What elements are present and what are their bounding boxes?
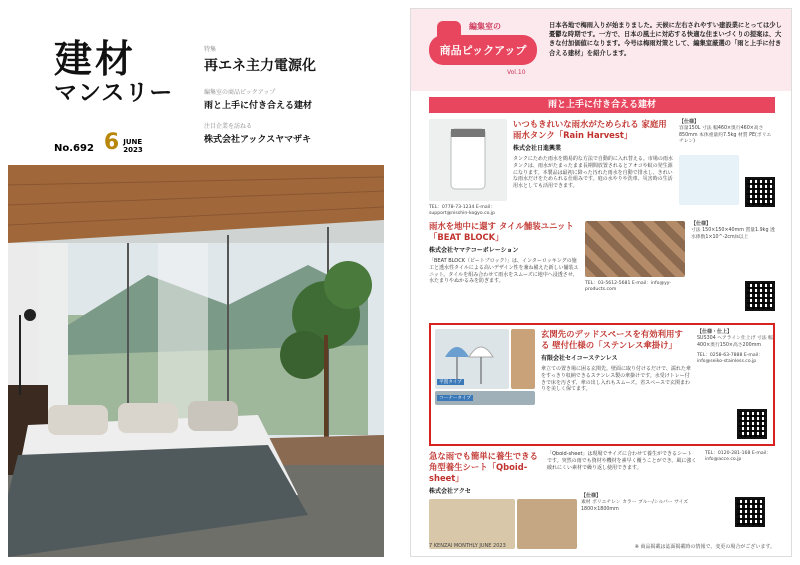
logo-kana: マンスリー xyxy=(54,80,174,106)
beat-block-qr-code[interactable] xyxy=(745,281,775,311)
footer-note: ※ 商品掲載は誌面掲載時の情報で、変更の場合がございます。 xyxy=(634,544,775,550)
badge-main-text: 商品ピックアップ xyxy=(429,35,537,65)
rain-harvest-spec-text: 容量150L 寸法 幅460×奥行460×高さ850mm 本体重量約7.5kg 材質 PE(ポリエチレン) xyxy=(679,126,772,144)
issue-month-en: JUNE xyxy=(123,138,143,146)
product-beat-block xyxy=(429,221,775,319)
umbrella-holder-contact: TEL：0258-63-7888 E-mail：info@seiko-stainless.co.jp xyxy=(697,352,763,364)
page-footer xyxy=(429,543,775,550)
issue-year: 2023 xyxy=(123,146,143,154)
rain-harvest-text xyxy=(513,119,673,190)
umbrella-holder-company: 有限会社セイコーステンレス xyxy=(541,355,618,362)
rain-harvest-title: いつもきれいな雨水がためられる 家庭用雨水タンク「Rain Harvest」 xyxy=(513,119,667,140)
beat-block-contact: TEL：03-5612-5681 E-mail：info@yy-products.com xyxy=(585,281,672,292)
logo-kanji: 建材 xyxy=(54,37,137,81)
beat-block-company: 株式会社ヤマテコーポレーション xyxy=(429,247,519,254)
issue-month: 6 xyxy=(103,130,120,155)
qboid-sheet-spec xyxy=(581,493,701,513)
toc-title-2: 雨と上手に付き合える建材 xyxy=(204,101,313,111)
rain-harvest-qr-code[interactable] xyxy=(745,177,775,207)
beat-block-title: 雨水を地中に還す タイル舗装ユニット「BEAT BLOCK」 xyxy=(429,221,574,242)
rain-harvest-company: 株式会社日進興業 xyxy=(513,145,562,152)
rain-harvest-contact: TEL：0778-73-1234 E-mail：support@nisshin-kogyo.co.jp xyxy=(429,205,496,216)
qboid-sheet-qr-code[interactable] xyxy=(735,497,765,527)
qboid-sheet-contact: TEL：0120-281-168 E-mail：info@acce.co.jp xyxy=(705,451,771,462)
umbrella-holder-spec xyxy=(697,329,773,365)
umbrella-holder-title: 玄関先のデッドスペースを有効利用する 壁付仕様の「ステンレス傘掛け」 xyxy=(541,329,683,350)
umbrella-holder-qr-code[interactable] xyxy=(737,409,767,439)
toc-label-2: 編集室の商品ピックアップ xyxy=(204,89,276,96)
qboid-sheet-heading xyxy=(429,451,541,495)
cover-toc xyxy=(204,44,379,155)
page-header xyxy=(411,9,792,91)
umbrella-holder-photo-2 xyxy=(511,329,535,389)
rain-harvest-body: タンクにためた雨水を簡易的な方法で自動的に入れ替える。市場の雨水タンクは、雨水がたまったまま長期間放置されるとアオコや蚊の発生源になります。本製品は最初に降った汚れた雨水を自動で排水し、きれいな雨水だけをためられる仕組みです。庭の水やりや洗車、災害時の生活用水としても活用できます。 xyxy=(513,156,673,190)
bedroom-illustration xyxy=(8,165,384,557)
beat-block-photo xyxy=(585,221,685,277)
qboid-sheet-company: 株式会社アクセ xyxy=(429,488,471,495)
umbrella-holder-body: 傘立ての置き場に困る玄関先。壁面に取り付けるだけで、濡れた傘をすっきり収納できるステンレス製の傘掛けです。水受けトレー付きで床を汚さず、傘の出し入れもスムーズ。省スペースで玄関まわりを美しく保てます。 xyxy=(541,366,691,393)
beat-block-text xyxy=(429,221,579,285)
umbrella-holder-text xyxy=(541,329,691,393)
beat-block-body: 「BEAT BLOCK（ビートブロック）」は、インターロッキングの施工と透水性タイルによる高いデザイン性を兼ね備えた新しい舗装ユニット。タイルを組み合わせて雨水をスムーズに地中へ浸透させ、水たまりやぬかるみを防ぎます。 xyxy=(429,258,579,285)
qboid-sheet-title: 急な雨でも簡単に養生できる 角型養生シート「Qboid-sheet」 xyxy=(429,451,538,483)
rain-tank-photo xyxy=(429,119,507,201)
pickup-badge xyxy=(429,17,539,87)
beat-block-spec xyxy=(691,221,775,241)
rain-harvest-diagram xyxy=(679,155,739,205)
product-qboid-sheet xyxy=(429,451,775,551)
product-rain-harvest xyxy=(429,119,775,219)
rain-harvest-spec xyxy=(679,119,775,145)
qboid-sheet-photo-1 xyxy=(429,499,515,549)
cover-photo-bedroom xyxy=(8,165,384,557)
tag-corner-type: コーナータイプ xyxy=(439,396,471,401)
rain-harvest-spec-label: 【仕様】 xyxy=(679,119,700,125)
toc-label-3: 注目企業を訪ねる xyxy=(204,123,253,130)
footer-page-number: 7 KENZAI MONTHLY JUNE 2023 xyxy=(429,543,506,549)
issue-month-year xyxy=(123,138,142,154)
umbrella-holder-spec-text: SUS304 ヘアライン仕上げ 寸法 幅400×奥行150×高さ200mm xyxy=(697,336,773,348)
magazine-logo xyxy=(54,38,194,106)
magazine-article-page xyxy=(410,8,792,557)
product-stainless-umbrella-holder xyxy=(429,323,775,446)
section-ribbon: 雨と上手に付き合える建材 xyxy=(429,97,775,113)
badge-volume: Vol.10 xyxy=(507,69,526,76)
magazine-cover xyxy=(8,8,384,557)
qboid-sheet-spec-text: 素材 ポリエチレン カラー ブルー/シルバー サイズ 1800×1800mm xyxy=(581,500,689,512)
issue-info xyxy=(54,132,143,154)
qboid-sheet-spec-label: 【仕様】 xyxy=(581,493,602,499)
toc-label-1: 特集 xyxy=(204,46,217,53)
qboid-sheet-photo-2 xyxy=(517,499,577,549)
rain-tank-illustration xyxy=(429,119,507,201)
page-intro: 日本各地で梅雨入りが始まりました。天候に左右されやすい建設業にとっては少し憂鬱な時期です。一方で、日本の風土に対応する快適な住まいづくりの提案は、大きな付加価値になります。今号は梅雨対策として、編集室厳選の「雨と上手に付き合える建材」を紹介します。 xyxy=(549,22,782,57)
beat-block-spec-text: 寸法 150×150×40mm 質量1.9kg 透水係数1×10^-2cm/s以上 xyxy=(691,228,775,240)
umbrella-holder-spec-label: 【仕様・仕上】 xyxy=(697,329,733,335)
toc-title-3: 株式会社アックスヤマザキ xyxy=(204,135,312,145)
beat-block-spec-label: 【仕様】 xyxy=(691,221,712,227)
tag-flat-type: 平置タイプ xyxy=(439,380,462,385)
badge-top-text: 編集室の xyxy=(469,22,501,31)
issue-number: No.692 xyxy=(54,143,94,154)
qboid-sheet-body: 「Qboid-sheet」は現場でサイズに合わせて養生ができるシートです。突然の雨でも資材や機材を素早く覆うことができ、風に強く破れにくい素材で繰り返し使用できます。 xyxy=(547,451,697,471)
toc-title-1: 再エネ主力電源化 xyxy=(204,58,316,74)
